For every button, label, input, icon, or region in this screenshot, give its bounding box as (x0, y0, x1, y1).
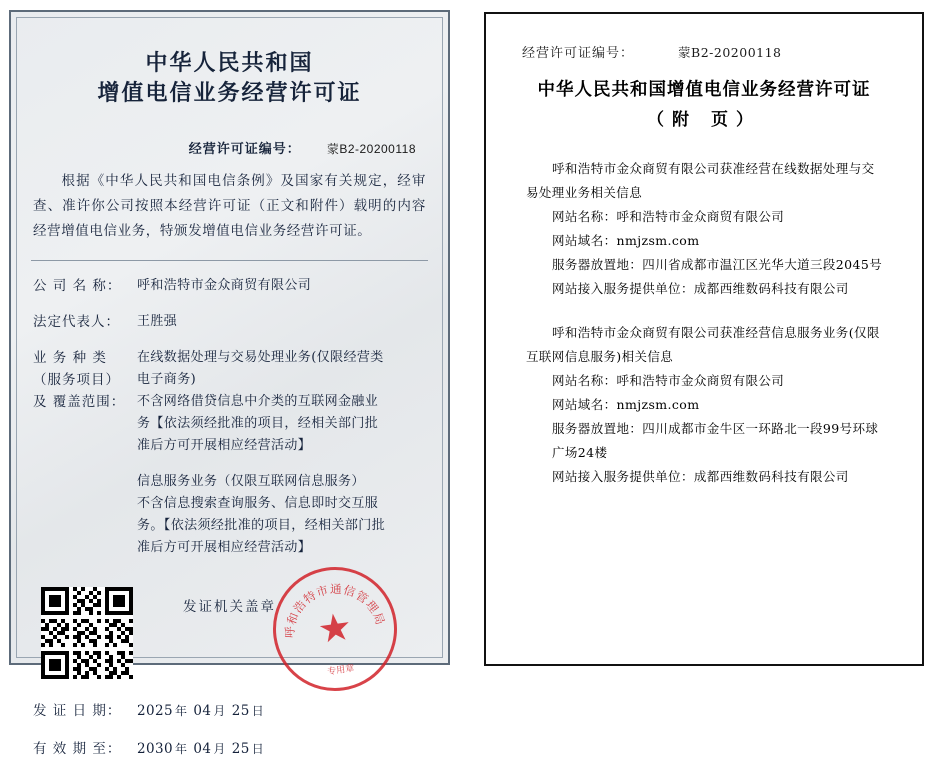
issue-date-value: 2025 年 04 月 25 日 (137, 703, 265, 719)
expiry-date-label: 有 效 期 至： (33, 741, 122, 757)
appendix-block-1-item-2: 网站域名：nmjzsm.com (552, 233, 700, 248)
certificate-main-inner (27, 26, 432, 757)
license-number-block (27, 138, 432, 157)
qr-code (41, 587, 133, 679)
field-legal-representative-value: 王胜强 (137, 314, 178, 329)
certificate-main (9, 10, 450, 757)
field-business-scope-value: 在线数据处理与交易处理业务(仅限经营类 电子商务) 不含网络借贷信息中介类的互联网金融业 务【依法须经批准的项目，经相关部门批 准后方可开展相应经营活动】 信息服务业务（仅限互联网信息服务） 不含信息搜索查询服务、信息即时交互服 务。【依法须经批准的项目，经相关部门批 准后方可开展相应经营活动】 (137, 350, 386, 555)
field-company-name (33, 275, 426, 297)
appendix-block-2-item-3: 服务器放置地：四川成都市金牛区一环路北一段99号环球广场24楼 (552, 421, 879, 460)
certificate-appendix-inner (496, 24, 912, 654)
appendix-block-1-head: 呼和浩特市金众商贸有限公司获准经营在线数据处理与交易处理业务相关信息 (526, 161, 875, 200)
certificate-fields (27, 275, 432, 559)
divider (31, 260, 428, 261)
field-legal-representative (33, 311, 426, 333)
certificate-paragraph (27, 169, 432, 244)
field-legal-representative-label: 法定代表人： (33, 314, 120, 330)
appendix-block-2 (526, 321, 886, 489)
appendix-block-2-item-4: 网站接入服务提供单位：成都西维数码科技有限公司 (552, 469, 849, 484)
issue-date-label: 发 证 日 期： (33, 703, 122, 719)
star-icon: ★ (315, 605, 355, 653)
field-business-scope (33, 347, 426, 559)
appendix-block-2-head: 呼和浩特市金众商贸有限公司获准经营信息服务业务(仅限互联网信息服务)相关信息 (526, 325, 880, 364)
seal-subtext: 专用章 (326, 662, 355, 677)
appendix-block-1-item-4: 网站接入服务提供单位：成都西维数码科技有限公司 (552, 281, 849, 296)
certificate-title (27, 48, 432, 108)
appendix-block-2-item-1: 网站名称：呼和浩特市金众商贸有限公司 (552, 373, 785, 388)
expiry-date-value: 2030 年 04 月 25 日 (137, 741, 265, 757)
license-number-label: 经营许可证编号： (188, 141, 301, 156)
seal-area (27, 573, 432, 691)
qr-code-image (41, 587, 133, 679)
appendix-block-1 (526, 157, 886, 301)
seal-label: 发证机关盖章 (183, 599, 276, 615)
official-seal (265, 559, 405, 699)
appendix-block-2-item-2: 网站域名：nmjzsm.com (552, 397, 700, 412)
expiry-date-row (33, 737, 426, 757)
field-company-name-value: 呼和浩特市金众商贸有限公司 (137, 278, 312, 293)
appendix-body (496, 157, 912, 489)
field-business-scope-label: 业 务 种 类 （服务项目） 及 覆盖范围： (33, 350, 126, 410)
issue-date-row (33, 699, 426, 719)
appendix-title (496, 75, 912, 135)
appendix-block-1-item-1: 网站名称：呼和浩特市金众商贸有限公司 (552, 209, 785, 224)
seal-text: 呼和浩特市通信管理局 (282, 582, 388, 639)
appendix-license-number-label: 经营许可证编号： (522, 46, 635, 61)
license-number-value: 蒙B2-20200118 (326, 142, 416, 156)
appendix-license-number-value: 蒙B2-20200118 (678, 45, 782, 60)
appendix-title-sub: （附 页） (647, 110, 761, 130)
certificate-title-line1: 中华人民共和国 (145, 50, 314, 76)
certificate-dates (27, 699, 432, 757)
appendix-title-main: 中华人民共和国增值电信业务经营许可证 (537, 80, 871, 100)
appendix-license-number-block (496, 42, 912, 61)
field-company-name-label: 公 司 名 称： (33, 278, 122, 294)
certificate-paragraph-text: 根据《中华人民共和国电信条例》及国家有关规定，经审查、准许你公司按照本经营许可证（正文和附件）载明的内容经营增值电信业务，特颁发增值电信业务经营许可证。 (33, 173, 426, 239)
appendix-block-1-item-3: 服务器放置地：四川省成都市温江区光华大道三段2045号 (552, 257, 883, 272)
certificate-title-line2: 增值电信业务经营许可证 (97, 80, 362, 106)
certificate-appendix (484, 12, 924, 666)
